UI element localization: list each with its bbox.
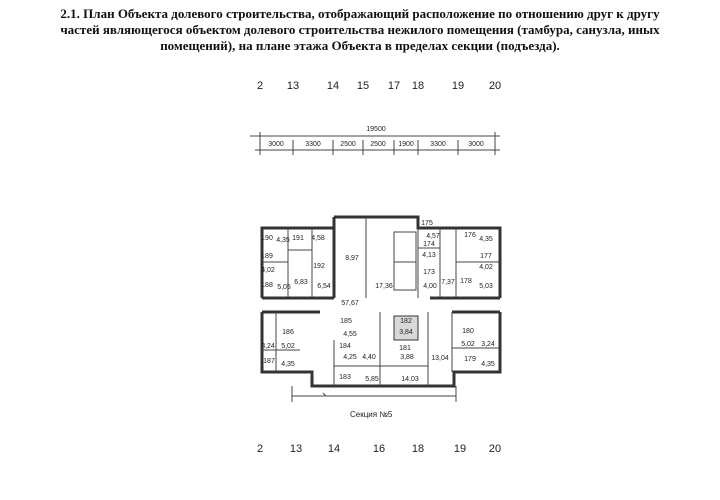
heading-line-1: 2.1. План Объекта долевого строительства, отображающий расположение по отношению друг к другу [60, 6, 660, 21]
wall [262, 312, 500, 386]
room-number: 174 [423, 241, 435, 248]
room-number: 185 [340, 318, 352, 325]
room-area: 6,83 [294, 279, 308, 286]
section-label: Секция №5 [350, 410, 393, 419]
room-labels [261, 220, 495, 383]
axis-label: 19 [451, 80, 465, 92]
axis-label: 20 [488, 80, 502, 92]
room-area: 14,03 [401, 376, 419, 383]
axis-label: 19 [453, 443, 467, 455]
heading-line-3: помещений), на плане этажа Объекта в пределах секции (подъезда). [160, 38, 560, 53]
axis-label: 2 [256, 80, 264, 92]
axis-label: 14 [326, 80, 340, 92]
room-number: 178 [460, 278, 472, 285]
room-number: 181 [399, 345, 411, 352]
room-area: 4,25 [343, 354, 357, 361]
room-area: 4,57 [426, 233, 440, 240]
room-area: 3,84 [399, 329, 413, 336]
room-area: 5,03 [479, 283, 493, 290]
segment-dimension: 2500 [340, 141, 356, 148]
room-area: 57,67 [341, 300, 359, 307]
total-dimension: 19500 [366, 126, 386, 133]
axis-label: 13 [289, 443, 303, 455]
room-number: 176 [464, 232, 476, 239]
room-area: 4,13 [422, 252, 436, 259]
axis-label: 2 [256, 443, 264, 455]
plan-walls [262, 217, 500, 402]
room-area: 5,85 [365, 376, 379, 383]
room-area: 4,40 [362, 354, 376, 361]
stair-shaft [394, 232, 416, 290]
room-number: 179 [464, 356, 476, 363]
room-number: 182 [400, 318, 412, 325]
room-area: 7,37 [441, 279, 455, 286]
room-number: 190 [261, 235, 273, 242]
room-area: 5,02 [281, 343, 295, 350]
segment-dimension: 3300 [430, 141, 446, 148]
room-number: 173 [423, 269, 435, 276]
room-area: 4,35 [276, 237, 290, 244]
segment-dimension: 3300 [305, 141, 321, 148]
room-number: 189 [261, 253, 273, 260]
room-number: 180 [462, 328, 474, 335]
room-area: 3,88 [400, 354, 414, 361]
wall [334, 217, 500, 298]
room-area: 17,36 [375, 283, 393, 290]
segment-dimension: 2500 [370, 141, 386, 148]
room-area: 3,24 [261, 343, 275, 350]
room-area: 13,04 [431, 355, 449, 362]
room-number: 188 [261, 282, 273, 289]
axis-label: 15 [356, 80, 370, 92]
room-area: 4,35 [479, 236, 493, 243]
room-area: 8,97 [345, 255, 359, 262]
axis-labels-top [257, 80, 501, 92]
segment-dimension: 3000 [468, 141, 484, 148]
axis-label: 18 [411, 443, 425, 455]
room-number: 183 [339, 374, 351, 381]
axis-labels-bottom [257, 443, 501, 455]
room-area: 4,35 [481, 361, 495, 368]
room-number: 192 [313, 263, 325, 270]
room-number: 187 [263, 358, 275, 365]
axis-label: 13 [286, 80, 300, 92]
axis-label: 18 [411, 80, 425, 92]
segment-dimension: 1900 [398, 141, 414, 148]
room-number: 184 [339, 343, 351, 350]
room-area: 5,02 [461, 341, 475, 348]
room-area: 4,58 [311, 235, 325, 242]
room-area: 4,35 [281, 361, 295, 368]
axis-label: 17 [387, 80, 401, 92]
room-number: 186 [282, 329, 294, 336]
heading-line-2: частей являющегося объектом долевого строительства нежилого помещения (тамбура, санузла, иных [60, 22, 660, 37]
room-number: 175 [421, 220, 433, 227]
room-area: 5,05 [277, 284, 291, 291]
segment-dimension: 3000 [268, 141, 284, 148]
axis-label: 14 [327, 443, 341, 455]
axis-label: 20 [488, 443, 502, 455]
entrance-arrow [318, 393, 326, 396]
room-area: 6,54 [317, 283, 331, 290]
room-area: 4,55 [343, 331, 357, 338]
axis-label: 16 [372, 443, 386, 455]
room-area: 4,02 [479, 264, 493, 271]
room-area: 4,02 [261, 267, 275, 274]
room-number: 177 [480, 253, 492, 260]
dimension-line [250, 126, 500, 155]
room-area: 3,24 [481, 341, 495, 348]
room-area: 4,00 [423, 283, 437, 290]
room-number: 191 [292, 235, 304, 242]
